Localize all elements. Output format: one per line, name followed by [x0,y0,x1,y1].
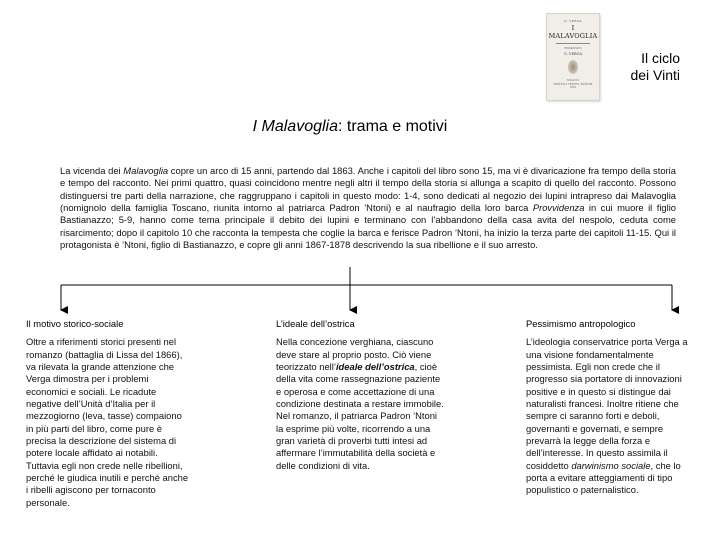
column-2-text-em: ideale dell’ostrica [335,361,415,373]
cycle-line1: Il ciclo [641,50,680,66]
column-1-text: Oltre a riferimenti storici presenti nel romanzo (battaglia di Lissa del 1866), va rilevata la grande attenzione che Verga dimostra per i problemi economici e sociali. Le ricadute negative dell’Unità d’Italia per il mezzogiorno (leva, tasse) compaiono in più parti del libro, come pure è precisa la descrizione del sistema di potere locale affidato ai notabili. Tuttavia egli non crede nelle ribellioni, perché le giudica inutili e perché anche i ribelli agiscono per tornaconto personale. [26,336,189,508]
book-publisher-line1: MILANO [567,79,579,82]
column-2-text-b: , cioè della vita come rassegnazione paziente e operosa e come accettazione di una condizione destinata a restare immobile. Nel romanzo, il patriarca Padron ’Ntoni la esprime più volte, ricorrendo a una gran varietà di proverbi tutti intesi ad affermare l’immutabilità della società e delle condizioni di vita. [276,361,444,471]
intro-text-1-em: Malavoglia [123,165,169,176]
book-author: G. VERGA [564,19,582,23]
column-anthropological-pessimism [526,318,694,497]
column-3-text-b: , che lo porta a evitare atteggiamenti di tipo populistico o paternalistico. [526,459,681,496]
book-subtitle: ROMANZO [564,46,582,50]
cycle-line2: dei Vinti [630,67,680,83]
book-title: I MALAVOGLIA [548,24,598,40]
column-historical-social [26,318,190,509]
intro-text-1: La vicenda dei [60,165,124,176]
intro-text-2-em: Provvidenza [532,202,585,214]
column-oyster-ideal [276,318,446,472]
column-2-text-a: Nella concezione verghiana, ciascuno deve stare al proprio posto. Ciò viene teorizzato nell’ [276,336,434,373]
page-title-rest: : trama e motivi [338,118,448,135]
book-publisher-line3: 1881 [569,86,577,90]
column-3-text-em: darwinismo sociale [571,459,651,471]
column-3-text [526,336,694,496]
column-3-text-a: L’ideologia conservatrice porta Verga a una visione fondamentalmente pessimista. Egli non crede che il progresso sia portatore di innovazioni positive e in questo si distingue dai naturalisti francesi. Inoltre ritiene che sempre ci saranno forti e deboli, governanti e governati, e sempre prevarrà la legge della forza e dell’interesse. In questo assimila il cosiddetto [526,336,688,471]
column-1-heading: Il motivo storico-sociale [26,318,124,329]
column-2-heading: L’ideale dell’ostrica [276,318,355,329]
column-2-text [276,336,446,472]
column-3-heading: Pessimismo antropologico [526,318,636,329]
intro-text-3: in cui muore il figlio Bastianazzo; 5-9, hanno come tema principale il debito dei lupini e terminano con l’abbandono della casa avita del nespolo, ceduta come risarcimento; dopo il capitolo 10 che racconta la tempesta che coglie la barca e ferisce Padron ’Ntoni, ha inizio la terza parte dei capitoli 11-15. Qui il protagonista è ’Ntoni, figlio di Bastianazzo, e copre gli anni 1867-1878 descrivendo la sua ribellione e il suo arresto. [60,202,676,251]
intro-text-2: copre un arco di 15 anni, partendo dal 1863. Anche i capitoli del libro sono 15, ma vi è divaricazione fra tempo della storia e tempo del racconto. Nei primi quattro, quasi coincidono mentre negli altri il tempo della storia si allunga a scapito di quello del racconto. Possono distinguersi tre parti della narrazione, che raggruppano i capitoli in questo modo: 1-4, sono dedicati al negozio dei lupini intrapreso dai Malavoglia (nomignolo della famiglia Toscano, riunita intorno al patriarca Padron ’Ntoni) e al naufragio della loro barca [60,165,676,214]
book-publisher-line2: FRATELLI TREVES, EDITORI [553,82,593,86]
book-by: G. VERGA [564,52,582,56]
page-title-italic: I Malavoglia [252,118,338,135]
